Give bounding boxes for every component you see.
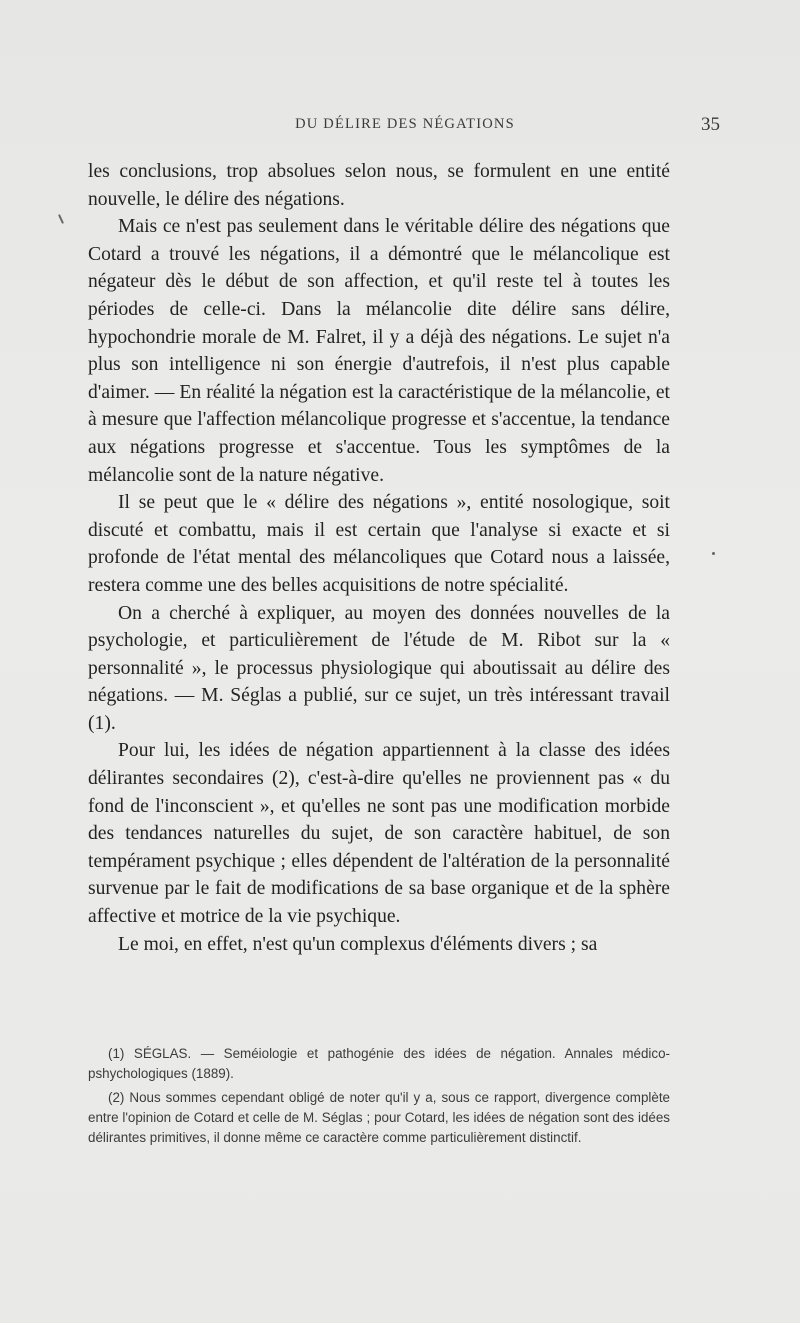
footnotes [88, 1044, 670, 1152]
page-header [90, 116, 720, 140]
paragraph: Pour lui, les idées de négation appartiennent à la classe des idées délirantes secondaires (2), c'est-à-dire qu'elles ne proviennent pas « du fond de l'inconscient », et qu'elles ne sont pas une modification morbide des tendances naturelles du sujet, de son caractère habituel, de son tempérament psychique ; elles dépendent de l'altération de la personnalité survenue par le fait de modifications de sa base organique et de la sphère affective et motrice de la vie psychique. [88, 740, 670, 928]
paragraph: Mais ce n'est pas seulement dans le véritable délire des négations que Cotard a trouvé les négations, il a démontré que le mélancolique est négateur dès le début de son affection, et qu'il reste tel à toutes les périodes de celle-ci. Dans la mélancolie dite délire sans délire, hypochondrie morale de M. Falret, il y a déjà des négations. Le sujet n'a plus son intelligence ni son énergie d'autrefois, il n'est plus capable d'aimer. — En réalité la négation est la caractéristique de la mélancolie, et à mesure que l'affection mélancolique progresse et s'accentue, la tendance aux négations progresse et s'accentue. Tous les symptômes de la mélancolie sont de la nature négative. [88, 216, 670, 486]
paragraph: Il se peut que le « délire des négations », entité nosologique, soit discuté et combattu, mais il est certain que l'analyse si exacte et si profonde de l'état mental des mélancoliques que Cotard nous a laissée, restera comme une des belles acquisitions de notre spécialité. [88, 492, 670, 596]
page-number: 35 [701, 114, 720, 135]
paragraph: les conclusions, trop absolues selon nous, se formulent en une entité nouvelle, le délire des négations. [88, 161, 670, 210]
margin-mark [58, 214, 64, 224]
margin-mark [712, 552, 715, 555]
footnote: (2) Nous sommes cependant obligé de noter qu'il y a, sous ce rapport, divergence complète entre l'opinion de Cotard et celle de M. Séglas ; pour Cotard, les idées de négation sont des idées délirantes primitives, il donne même ce caractère comme particulièrement distinctif. [88, 1090, 670, 1145]
body-text [88, 158, 670, 958]
running-head: DU DÉLIRE DES NÉGATIONS [295, 116, 515, 132]
paragraph: Le moi, en effet, n'est qu'un complexus d'éléments divers ; sa [118, 933, 598, 955]
footnote: (1) SÉGLAS. — Seméiologie et pathogénie des idées de négation. Annales médico-pshychologiques (1889). [88, 1046, 670, 1081]
paragraph: On a cherché à expliquer, au moyen des données nouvelles de la psychologie, et particulièrement de l'étude de M. Ribot sur la « personnalité », le processus physiologique qui aboutissait au délire des négations. — M. Séglas a publié, sur ce sujet, un très intéressant travail (1). [88, 602, 670, 734]
